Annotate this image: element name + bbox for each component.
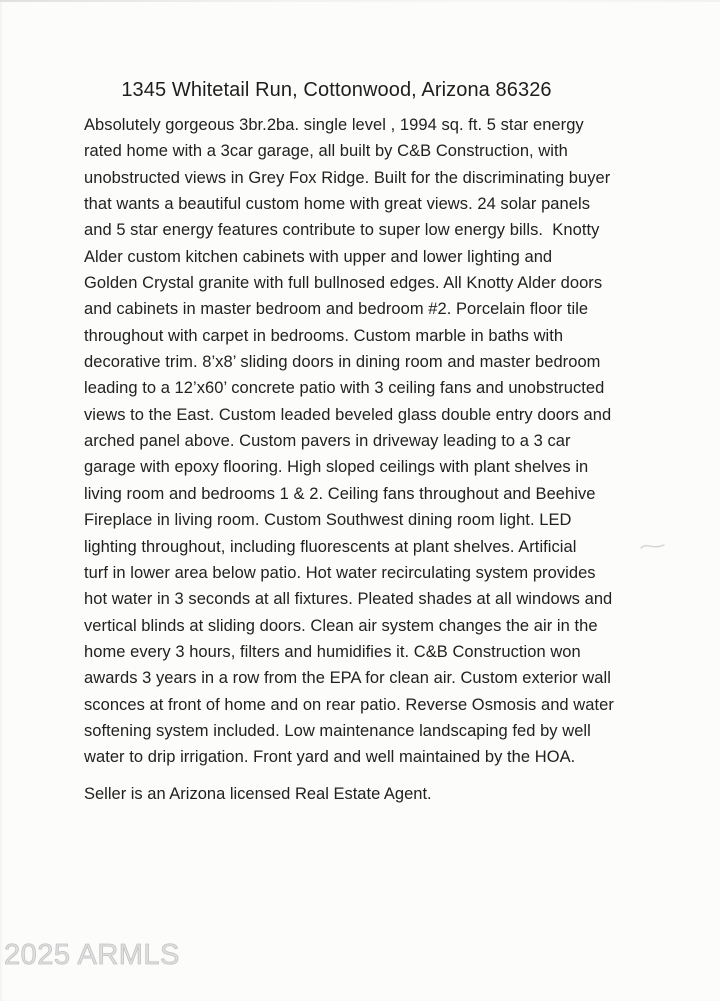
body-line: turf in lower area below patio. Hot water recirculating system provides: [84, 563, 596, 582]
scan-edge-artifact: [0, 0, 720, 2]
body-line: water to drip irrigation. Front yard and well maintained by the HOA.: [84, 748, 576, 767]
body-line: that wants a beautiful custom home with great views. 24 solar panels: [84, 195, 590, 214]
body-line: views to the East. Custom leaded beveled glass double entry doors and: [84, 405, 612, 424]
body-line: living room and bedrooms 1 & 2. Ceiling fans throughout and Beehive: [84, 484, 596, 503]
body-line: decorative trim. 8’x8’ sliding doors in dining room and master bedroom: [84, 353, 601, 372]
body-line: unobstructed views in Grey Fox Ridge. Built for the discriminating buyer: [84, 168, 611, 187]
body-line: Fireplace in living room. Custom Southwest dining room light. LED: [84, 511, 572, 530]
body-line: leading to a 12’x60’ concrete patio with 3 ceiling fans and unobstructed: [84, 379, 605, 398]
body-line: lighting throughout, including fluorescents at plant shelves. Artificial: [84, 537, 577, 556]
body-line: awards 3 years in a row from the EPA for clean air. Custom exterior wall: [84, 669, 611, 688]
body-line: sconces at front of home and on rear patio. Reverse Osmosis and water: [84, 695, 614, 714]
body-line: and 5 star energy features contribute to super low energy bills. Knotty: [84, 221, 600, 240]
seller-disclosure-line: Seller is an Arizona licensed Real Estate Agent.: [84, 785, 432, 803]
body-line: arched panel above. Custom pavers in driveway leading to a 3 car: [84, 432, 571, 451]
body-line: rated home with a 3car garage, all built by C&B Construction, with: [84, 142, 568, 161]
body-line: garage with epoxy flooring. High sloped ceilings with plant shelves in: [84, 458, 589, 477]
property-address-title: 1345 Whitetail Run, Cottonwood, Arizona 86326: [121, 79, 552, 101]
pencil-mark-artifact: [640, 540, 670, 558]
body-line: softening system included. Low maintenance landscaping fed by well: [84, 721, 591, 740]
body-line: home every 3 hours, filters and humidifies it. C&B Construction won: [84, 642, 581, 661]
listing-description-paragraph: [84, 112, 684, 771]
body-line: vertical blinds at sliding doors. Clean air system changes the air in the: [84, 616, 598, 635]
body-line: hot water in 3 seconds at all fixtures. Pleated shades at all windows and: [84, 590, 613, 609]
body-line: Absolutely gorgeous 3br.2ba. single level , 1994 sq. ft. 5 star energy: [84, 116, 584, 134]
body-line: Alder custom kitchen cabinets with upper and lower lighting and: [84, 247, 553, 266]
body-line: throughout with carpet in bedrooms. Custom marble in baths with: [84, 326, 564, 345]
armls-watermark: 2025 ARMLS: [4, 939, 180, 971]
body-line: Golden Crystal granite with full bullnosed edges. All Knotty Alder doors: [84, 274, 603, 293]
body-line: and cabinets in master bedroom and bedroom #2. Porcelain floor tile: [84, 300, 589, 319]
